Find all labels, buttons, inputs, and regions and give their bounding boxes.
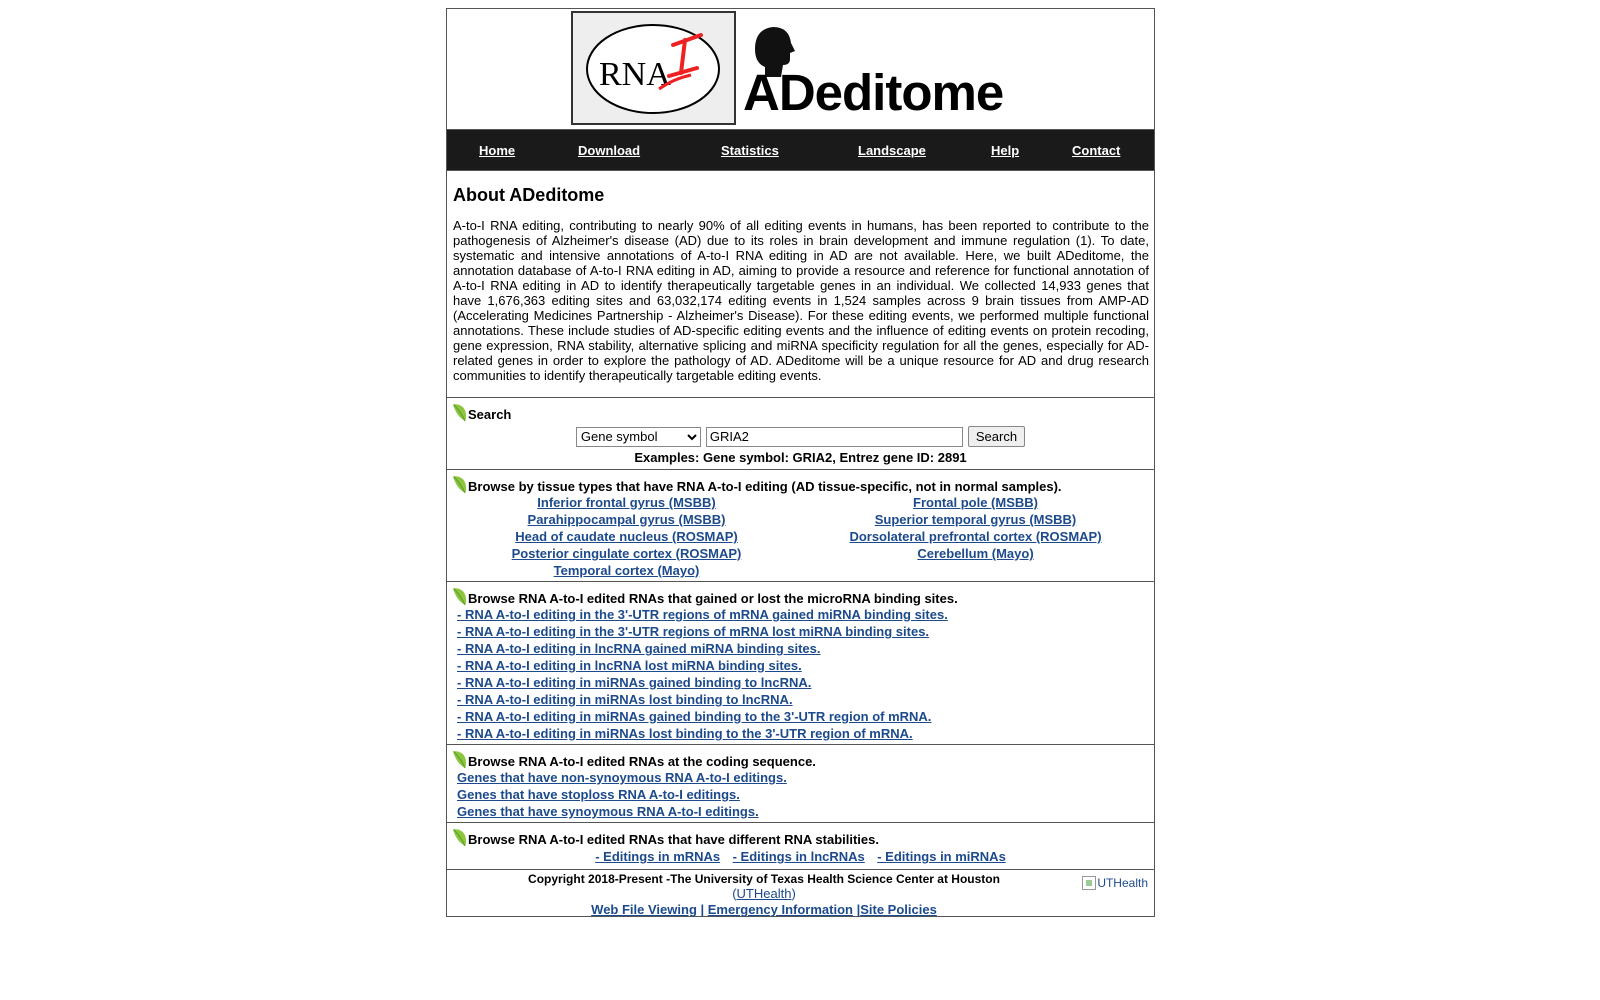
tissue-link[interactable]: Dorsolateral prefrontal cortex (ROSMAP) xyxy=(849,529,1102,544)
search-row xyxy=(452,426,1149,447)
coding-section xyxy=(447,745,1154,823)
mirna-link[interactable]: - RNA A-to-I editing in the 3'-UTR regions of mRNA gained miRNA binding sites. xyxy=(457,607,948,622)
tissue-section xyxy=(447,470,1154,582)
site-footer xyxy=(447,870,1154,916)
search-header xyxy=(452,401,1149,422)
stability-link-lncrna[interactable]: - Editings in lncRNAs xyxy=(732,849,865,864)
tissue-link[interactable]: Parahippocampal gyrus (MSBB) xyxy=(527,512,726,527)
search-examples: Examples: Gene symbol: GRIA2, Entrez gene ID: 2891 xyxy=(634,450,967,465)
about-text: A-to-I RNA editing, contributing to nearly 90% of all editing events in humans, has been reported to contribute to the pathogenesis of Alzheimer's disease (AD) due to its roles in brain development and immune regulation (1). To date, systematic and intensive annotations of A-to-I RNA editing in AD are not available. Here, we built ADeditome, the annotation database of A-to-I RNA editing in AD, aiming to provide a resource and reference for functional annotation of A-to-I RNA editing in AD to identify therapeutically targetable genes in an individual. We collected 14,933 genes that have 1,676,363 editing sites and 63,032,174 editing events in 1,524 samples across 9 brain tissues from AMP-AD (Accelerating Medicines Partnership - Alzheimer's Disease). For these editing events, we performed multiple functional annotations. These include studies of AD-specific editing events and the influence of editing events on protein recoding, gene expression, RNA stability, alternative splicing and miRNA specificity regulation for all the genes, especially for AD-related genes in order to explore the pathology of AD. ADeditome will be a unique resource for AD and drug research communities to identify therapeutically targetable editing events. xyxy=(453,218,1149,383)
search-section xyxy=(447,398,1154,470)
coding-list xyxy=(452,769,1149,820)
nav-contact[interactable]: Contact xyxy=(1072,143,1121,158)
nav-home[interactable]: Home xyxy=(479,143,516,158)
footer-separator: | xyxy=(696,902,708,917)
stability-link-mirna[interactable]: - Editings in miRNAs xyxy=(877,849,1006,864)
search-type-select[interactable] xyxy=(576,427,701,447)
search-button[interactable]: Search xyxy=(968,426,1025,447)
mirna-link[interactable]: - RNA A-to-I editing in miRNAs lost binding to the 3'-UTR region of mRNA. xyxy=(457,726,913,741)
tissue-link[interactable]: Superior temporal gyrus (MSBB) xyxy=(874,512,1077,527)
leaf-icon xyxy=(452,749,468,769)
tissue-link[interactable]: Temporal cortex (Mayo) xyxy=(553,563,700,578)
site-title: ADeditome xyxy=(743,64,1004,121)
mirna-header xyxy=(452,585,1149,606)
mirna-link[interactable]: - RNA A-to-I editing in miRNAs gained binding to lncRNA. xyxy=(457,675,812,690)
paren-close: ) xyxy=(791,886,796,901)
leaf-icon xyxy=(452,474,468,494)
tissue-link[interactable]: Inferior frontal gyrus (MSBB) xyxy=(537,495,716,510)
tissue-header xyxy=(452,473,1149,494)
tissue-link[interactable]: Head of caudate nucleus (ROSMAP) xyxy=(515,529,738,544)
stability-links xyxy=(452,847,1149,867)
mirna-section xyxy=(447,582,1154,745)
stability-link-mrna[interactable]: - Editings in mRNAs xyxy=(595,849,721,864)
emergency-info-link[interactable]: Emergency Information xyxy=(707,902,853,917)
uthealth-logo-alt: UTHealth xyxy=(1097,876,1148,890)
leaf-icon xyxy=(452,402,468,422)
mirna-heading: Browse RNA A-to-I edited RNAs that gained or lost the microRNA binding sites. xyxy=(468,591,958,606)
coding-link[interactable]: Genes that have stoploss RNA A-to-I editings. xyxy=(457,787,740,802)
footer-text xyxy=(447,872,1081,918)
logo-text: RNA xyxy=(599,56,671,93)
coding-heading: Browse RNA A-to-I edited RNAs at the coding sequence. xyxy=(468,754,816,769)
rna-logo xyxy=(571,11,736,125)
nav-help[interactable]: Help xyxy=(991,143,1020,158)
coding-header xyxy=(452,748,1149,769)
tissue-link[interactable]: Posterior cingulate cortex (ROSMAP) xyxy=(511,546,742,561)
mirna-link[interactable]: - RNA A-to-I editing in lncRNA gained miRNA binding sites. xyxy=(457,641,821,656)
search-heading: Search xyxy=(468,407,512,422)
main-nav xyxy=(447,130,1154,170)
stability-header xyxy=(452,826,1149,847)
nav-download[interactable]: Download xyxy=(578,143,641,158)
leaf-icon xyxy=(452,586,468,606)
uthealth-logo[interactable] xyxy=(1082,876,1148,890)
tissue-heading: Browse by tissue types that have RNA A-to-I editing (AD tissue-specific, not in normal samples). xyxy=(468,479,1062,494)
mirna-link[interactable]: - RNA A-to-I editing in miRNAs lost binding to lncRNA. xyxy=(457,692,793,707)
nav-statistics[interactable]: Statistics xyxy=(721,143,779,158)
paren-open: ( xyxy=(732,886,737,901)
tissue-grid xyxy=(452,494,1149,579)
search-input[interactable] xyxy=(706,427,963,447)
web-file-viewing-link[interactable]: Web File Viewing xyxy=(591,902,697,917)
site-policies-link[interactable]: Site Policies xyxy=(860,902,937,917)
mirna-link[interactable]: - RNA A-to-I editing in the 3'-UTR regions of mRNA lost miRNA binding sites. xyxy=(457,624,930,639)
rna-logo-graphic xyxy=(573,13,734,123)
about-section xyxy=(447,170,1154,398)
broken-image-icon xyxy=(1082,876,1096,890)
leaf-icon xyxy=(452,827,468,847)
mirna-link[interactable]: - RNA A-to-I editing in lncRNA lost miRNA binding sites. xyxy=(457,658,802,673)
stability-section xyxy=(447,823,1154,870)
tissue-link[interactable]: Cerebellum (Mayo) xyxy=(917,546,1034,561)
page-container xyxy=(446,8,1155,917)
nav-landscape[interactable]: Landscape xyxy=(858,143,926,158)
mirna-list xyxy=(452,606,1149,742)
tissue-link[interactable]: Frontal pole (MSBB) xyxy=(913,495,1038,510)
footer-separator: | xyxy=(852,902,861,917)
copyright-text: Copyright 2018-Present -The University of Texas Health Science Center at Houston xyxy=(528,872,1000,886)
site-header xyxy=(447,9,1154,130)
stability-heading: Browse RNA A-to-I edited RNAs that have different RNA stabilities. xyxy=(468,832,879,847)
mirna-link[interactable]: - RNA A-to-I editing in miRNAs gained binding to the 3'-UTR region of mRNA. xyxy=(457,709,932,724)
uthealth-link[interactable]: UTHealth xyxy=(736,886,792,901)
coding-link[interactable]: Genes that have synoymous RNA A-to-I editings. xyxy=(457,804,759,819)
coding-link[interactable]: Genes that have non-synoymous RNA A-to-I editings. xyxy=(457,770,787,785)
about-heading: About ADeditome xyxy=(453,185,605,205)
